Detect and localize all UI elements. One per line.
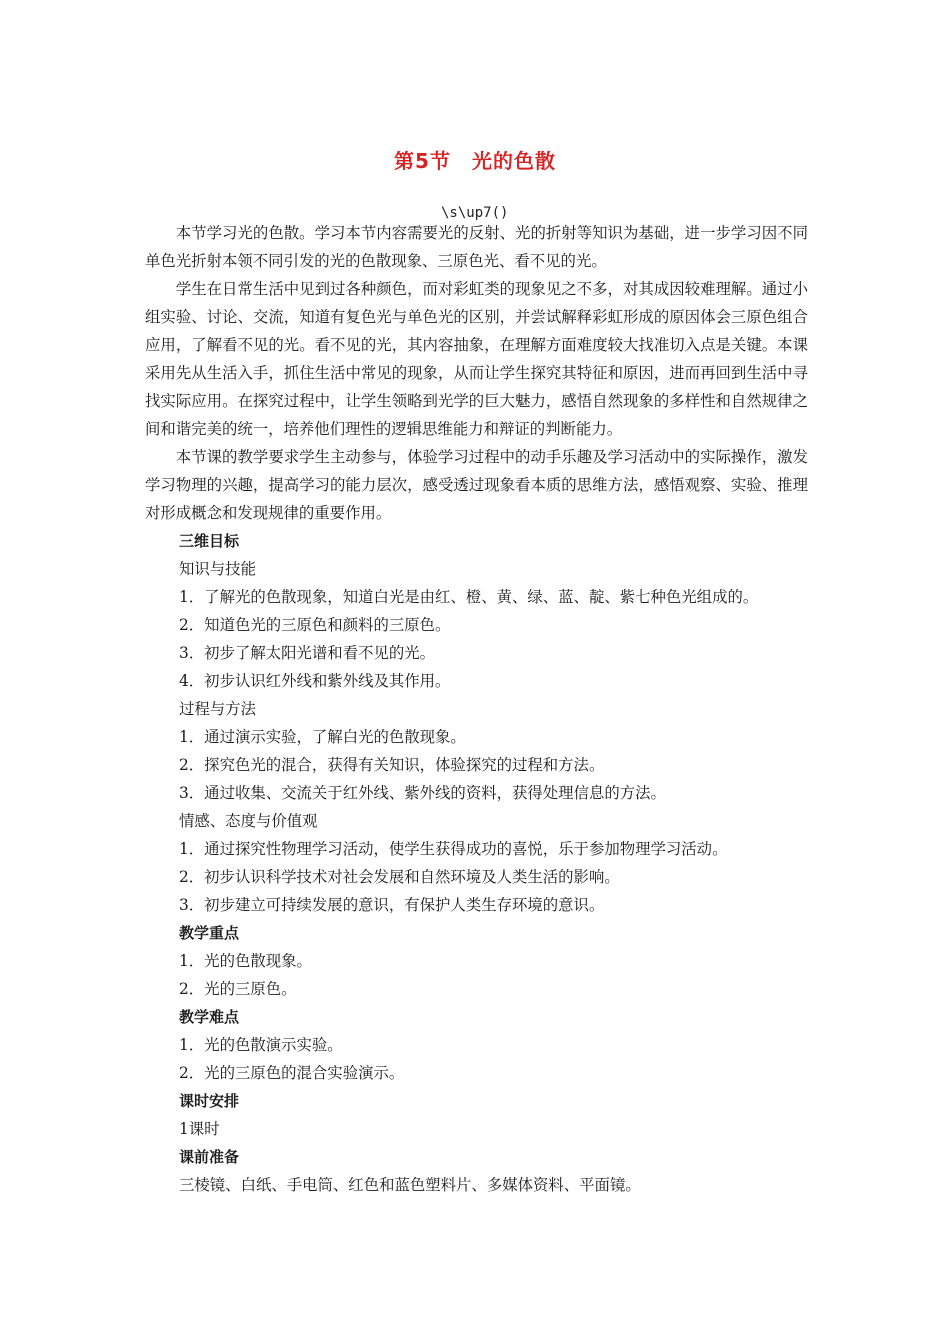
document-body (145, 219, 808, 1199)
subheading-emotion: 情感、态度与价值观 (179, 812, 318, 830)
list-item: 2．光的三原色。 (179, 980, 297, 998)
section-heading-schedule: 课时安排 (179, 1092, 240, 1110)
list-item: 4．初步认识红外线和紫外线及其作用。 (179, 672, 451, 690)
intro-paragraph: 本节学习光的色散。学习本节内容需要光的反射、光的折射等知识为基础，进一步学习因不同单色光折射本领不同引发的光的色散现象、三原色光、看不见的光。 (145, 224, 808, 270)
prep-value: 三棱镜、白纸、手电筒、红色和蓝色塑料片、多媒体资料、平面镜。 (179, 1176, 641, 1194)
section-heading-goals: 三维目标 (179, 532, 240, 550)
section-heading-prep: 课前准备 (179, 1148, 240, 1166)
list-item: 2．探究色光的混合，获得有关知识，体验探究的过程和方法。 (179, 756, 605, 774)
list-item: 1．光的色散演示实验。 (179, 1036, 343, 1054)
section-heading-difficulties: 教学难点 (179, 1008, 240, 1026)
schedule-value: 1课时 (179, 1120, 220, 1138)
subheading-process: 过程与方法 (179, 700, 256, 718)
list-item: 3．初步建立可持续发展的意识，有保护人类生存环境的意识。 (179, 896, 605, 914)
list-item: 2．知道色光的三原色和颜料的三原色。 (179, 616, 451, 634)
intro-paragraph: 学生在日常生活中见到过各种颜色，而对彩虹类的现象见之不多，对其成因较难理解。通过小组实验、讨论、交流，知道有复色光与单色光的区别，并尝试解释彩虹形成的原因体会三原色组合应用，了解看不见的光。看不见的光，其内容抽象，在理解方面难度较大找准切入点是关键。本课采用先从生活入手，抓住生活中常见的现象，从而让学生探究其特征和原因，进而再回到生活中寻找实际应用。在探究过程中，让学生领略到光学的巨大魅力，感悟自然现象的多样性和自然规律之间和谐完美的统一，培养他们理性的逻辑思维能力和辩证的判断能力。 (145, 280, 808, 438)
page-title: 第5节 光的色散 (394, 149, 556, 173)
field-code-artifact: \s\up7() (441, 205, 509, 221)
list-item: 2．初步认识科学技术对社会发展和自然环境及人类生活的影响。 (179, 868, 620, 886)
intro-paragraph: 本节课的教学要求学生主动参与，体验学习过程中的动手乐趣及学习活动中的实际操作，激发学习物理的兴趣，提高学习的能力层次，感受透过现象看本质的思维方法，感悟观察、实验、推理对形成概念和发现规律的重要作用。 (145, 448, 808, 522)
list-item: 3．初步了解太阳光谱和看不见的光。 (179, 644, 436, 662)
list-item: 1．通过演示实验，了解白光的色散现象。 (179, 728, 466, 746)
list-item: 1．光的色散现象。 (179, 952, 312, 970)
list-item: 3．通过收集、交流关于红外线、紫外线的资料，获得处理信息的方法。 (179, 784, 666, 802)
section-heading-key-points: 教学重点 (179, 924, 240, 942)
list-item: 1．通过探究性物理学习活动，使学生获得成功的喜悦，乐于参加物理学习活动。 (179, 840, 728, 858)
subheading-knowledge: 知识与技能 (179, 560, 256, 578)
list-item: 2．光的三原色的混合实验演示。 (179, 1064, 405, 1082)
list-item: 1．了解光的色散现象，知道白光是由红、橙、黄、绿、蓝、靛、紫七种色光组成的。 (179, 588, 759, 606)
